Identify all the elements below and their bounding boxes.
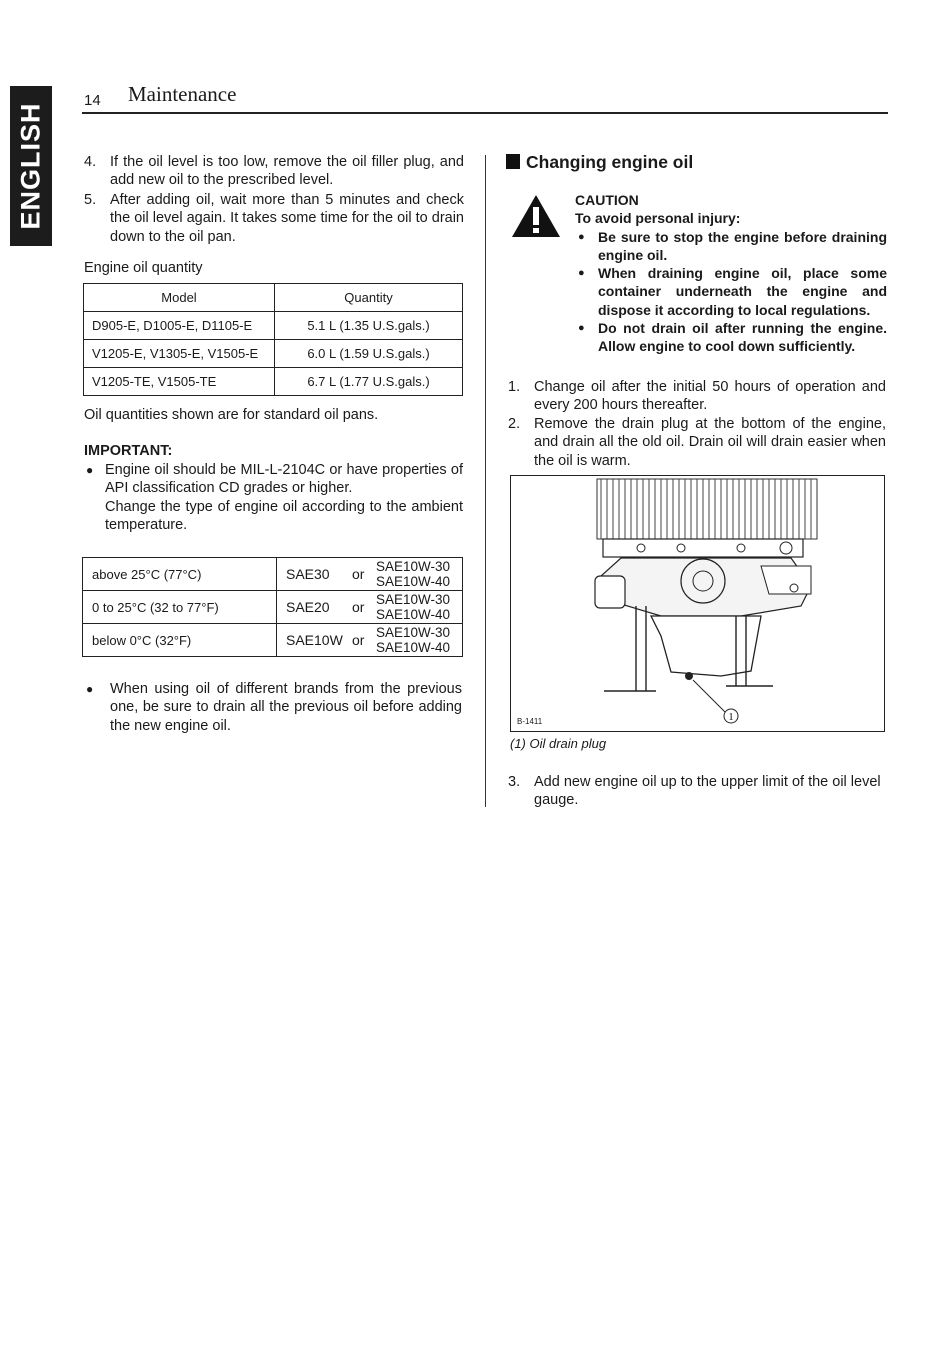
caution-box <box>575 191 887 356</box>
quantity-cell: 6.0 L (1.59 U.S.gals.) <box>275 340 463 368</box>
step-text: If the oil level is too low, remove the oil filler plug, and add new oil to the prescribed level. <box>110 154 464 189</box>
important-bullet-text: Engine oil should be MIL-L-2104C or have properties of API classification CD grades or higher. <box>105 462 463 497</box>
caution-title: CAUTION <box>575 192 639 208</box>
temperature-cell: 0 to 25°C (32 to 77°F) <box>83 591 277 624</box>
temperature-cell: above 25°C (77°C) <box>83 558 277 591</box>
grade-alt: SAE10W-30 <box>376 592 451 607</box>
grade-cell <box>277 591 463 624</box>
grade-primary: SAE30 <box>286 566 330 582</box>
language-tab-label: ENGLISH <box>15 102 46 230</box>
step-number: 1. <box>508 379 521 395</box>
grade-or: or <box>352 632 365 648</box>
table-row <box>83 624 463 657</box>
bullet-dot: ● <box>86 463 94 477</box>
important-label: IMPORTANT: <box>84 443 173 459</box>
step-number: 5. <box>84 192 97 208</box>
engine-drain-illustration <box>511 476 884 731</box>
important-sub-text: Change the type of engine oil according to the ambient temperature. <box>105 498 463 533</box>
bullet-dot: ● <box>578 322 585 335</box>
step-number: 3. <box>508 774 521 790</box>
bullet-dot: ● <box>86 682 94 696</box>
header-rule <box>82 112 888 114</box>
grade-alt: SAE10W-40 <box>376 607 451 622</box>
bullet-dot: ● <box>578 267 585 280</box>
section-marker-icon <box>506 154 520 169</box>
table-row <box>84 312 463 340</box>
grade-alt: SAE10W-40 <box>376 640 451 655</box>
temperature-cell: below 0°C (32°F) <box>83 624 277 657</box>
grade-primary: SAE10W <box>286 632 343 648</box>
grade-alt: SAE10W-30 <box>376 559 451 574</box>
caution-bullet-text: Do not drain oil after running the engine. Allow engine to cool down sufficiently. <box>598 320 887 355</box>
table-row <box>84 340 463 368</box>
step-text: Remove the drain plug at the bottom of the engine, and drain all the old oil. Drain oil will drain easier when the oil is warm. <box>534 416 886 469</box>
step-number: 4. <box>84 154 97 170</box>
table-row <box>84 368 463 396</box>
bullet-dot: ● <box>578 230 585 243</box>
quantity-note: Oil quantities shown are for standard oil pans. <box>84 407 379 423</box>
warning-triangle-icon <box>510 193 562 239</box>
caution-bullet-text: Be sure to stop the engine before draining engine oil. <box>598 228 887 263</box>
model-cell: D905-E, D1005-E, D1105-E <box>84 312 275 340</box>
figure-callout: 1 <box>728 712 734 723</box>
grade-alt: SAE10W-30 <box>376 625 451 640</box>
step-number: 2. <box>508 416 521 432</box>
grade-or: or <box>352 566 365 582</box>
caution-bullet <box>575 264 887 319</box>
step-text: After adding oil, wait more than 5 minutes and check the oil level again. It takes some time for the oil to drain down to the oil pan. <box>110 192 464 245</box>
important-bullet <box>86 461 463 534</box>
figure-code: B-1411 <box>517 717 543 726</box>
caution-bullet-text: When draining engine oil, place some container underneath the engine and dispose it according to local regulations. <box>598 265 887 318</box>
oil-grade-table <box>82 557 463 657</box>
brands-bullet-text: When using oil of different brands from the previous one, be sure to drain all the previous oil before adding the new engine oil. <box>110 681 462 734</box>
changing-oil-heading-text: Changing engine oil <box>526 152 694 172</box>
quantity-cell: 6.7 L (1.77 U.S.gals.) <box>275 368 463 396</box>
table-header-row <box>84 284 463 312</box>
grade-or: or <box>352 599 365 615</box>
table-row <box>83 558 463 591</box>
section-title: Maintenance <box>128 82 237 106</box>
model-cell: V1205-TE, V1505-TE <box>84 368 275 396</box>
caution-bullet <box>575 228 887 265</box>
oil-quantity-table <box>83 283 463 396</box>
grade-alt: SAE10W-40 <box>376 574 451 589</box>
table-row <box>83 591 463 624</box>
step-text: Add new engine oil up to the upper limit of the oil level gauge. <box>534 774 881 809</box>
table-header: Quantity <box>275 284 463 312</box>
figure-caption: (1) Oil drain plug <box>510 736 607 751</box>
caution-subtitle: To avoid personal injury: <box>575 210 741 227</box>
column-divider <box>485 155 486 807</box>
changing-oil-heading <box>506 152 693 173</box>
grade-cell <box>277 558 463 591</box>
page-number: 14 <box>84 92 101 109</box>
grade-cell <box>277 624 463 657</box>
caution-bullet <box>575 319 887 356</box>
brands-bullet <box>86 680 462 735</box>
quantity-cell: 5.1 L (1.35 U.S.gals.) <box>275 312 463 340</box>
language-tab <box>10 86 52 246</box>
engine-drain-figure <box>510 475 885 732</box>
quantity-heading: Engine oil quantity <box>84 260 203 276</box>
grade-primary: SAE20 <box>286 599 330 615</box>
table-header: Model <box>84 284 275 312</box>
step-text: Change oil after the initial 50 hours of operation and every 200 hours thereafter. <box>534 379 886 414</box>
model-cell: V1205-E, V1305-E, V1505-E <box>84 340 275 368</box>
